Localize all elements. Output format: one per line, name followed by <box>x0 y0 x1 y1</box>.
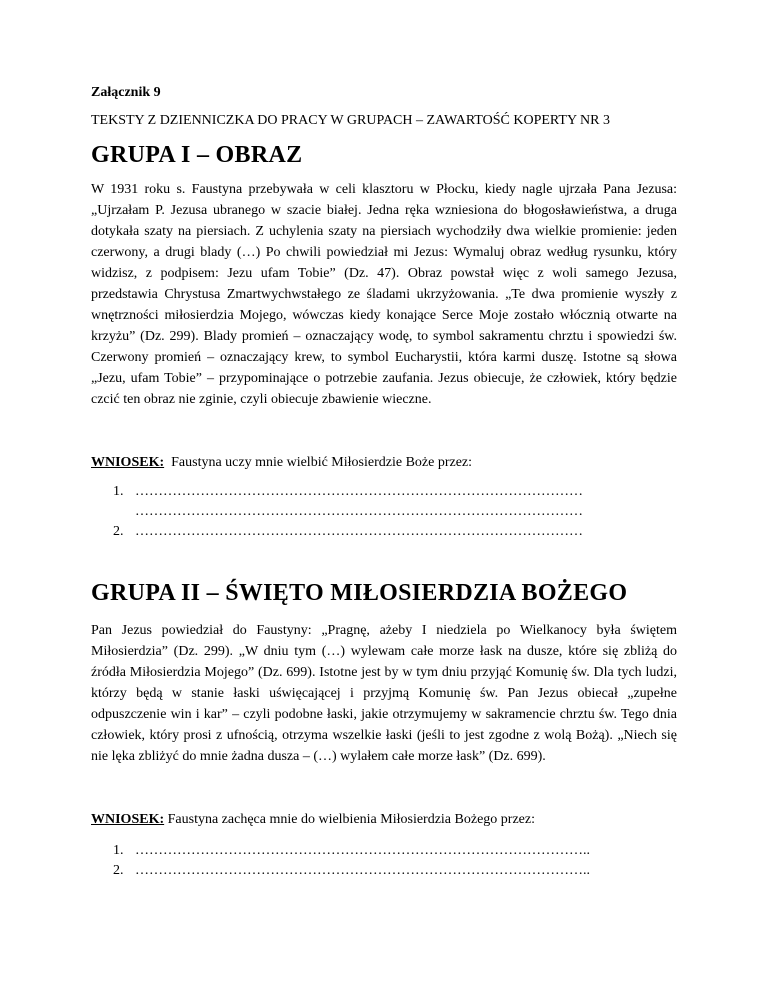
section-body-group-2: Pan Jezus powiedział do Faustyny: „Pragnę, ażeby I niedziela po Wielkanocy była świętem Miłosierdzia” (Dz. 299). „W dniu tym (…) wylewam całe morze łask na dusze, które się zbliżą do źródła Miłosierdzia Mojego” (Dz. 699). Istotne jest by w tym dniu przyjąć Komunię św. Dla tych ludzi, którzy będą w stanie łaski uświęcającej i przyjmą Komunię św. Pan Jezus obiecał „zupełne odpuszczenie win i kar” – czyli podobne łaski, jakie otrzymujemy w sakramencie chrztu św. Tego dnia człowiek, który prosi z ufnością, otrzyma wszelkie łaski (jeśli to jest zgodne z wolą Bożą). „Niech się nie lęka zbliżyć do mnie żadna dusza – (…) wylałem całe morze łask” (Dz. 699). <box>91 623 677 764</box>
answer-number: 2. <box>113 524 124 539</box>
conclusion-label: WNIOSEK: <box>91 455 165 470</box>
answer-line[interactable] <box>91 502 677 522</box>
answer-line[interactable] <box>91 861 677 881</box>
conclusion-group-1 <box>91 455 472 471</box>
answer-list-group-1 <box>91 482 677 542</box>
conclusion-group-2 <box>91 812 535 828</box>
answer-number: 1. <box>113 843 124 858</box>
conclusion-label: WNIOSEK: <box>91 812 165 827</box>
answer-line[interactable] <box>91 482 677 502</box>
document-subtitle: TEKSTY Z DZIENNICZKA DO PRACY W GRUPACH – ZAWARTOŚĆ KOPERTY NR 3 <box>91 113 610 128</box>
answer-dots: …………………………………………………………………………………….. <box>135 863 590 878</box>
answer-line[interactable] <box>91 522 677 542</box>
answer-dots: …………………………………………………………………………………… <box>135 524 583 539</box>
annex-label: Załącznik 9 <box>91 85 161 100</box>
answer-line[interactable] <box>91 841 677 861</box>
answer-dots: …………………………………………………………………………………….. <box>135 843 590 858</box>
answer-list-group-2 <box>91 841 677 881</box>
section-body-group-1: W 1931 roku s. Faustyna przebywała w celi klasztoru w Płocku, kiedy nagle ujrzała Pana Jezusa: „Ujrzałam P. Jezusa ubranego w szacie białej. Jedna ręka wzniesiona do błogosławieństwa, a druga dotykała szaty na piersiach. Z uchylenia szaty na piersiach wychodziły dwa wielkie promienie: jeden czerwony, a drugi blady (…) Po chwili powiedział mi Jezus: Wymaluj obraz według rysunku, który widzisz, z podpisem: Jezu ufam Tobie” (Dz. 47). Obraz powstał więc z woli samego Jezusa, przedstawia Chrystusa Zmartwychwstałego ze śladami ukrzyżowania. „Te dwa promienie wyszły z wnętrzności miłosierdzia Mojego, wówczas kiedy konające Serce Moje zostało włócznią otwarte na krzyżu” (Dz. 299). Blady promień – oznaczający wodę, to symbol sakramentu chrztu i spowiedzi św. Czerwony promień – oznaczający krew, to symbol Eucharystii, która karmi duszę. Istotne są słowa „Jezu, ufam Tobie” – przypominające o potrzebie zaufania. Jezus obiecuje, że człowiek, który będzie czcić ten obraz nie zginie, czyli obiecuje zbawienie wieczne. <box>91 182 677 407</box>
answer-dots: …………………………………………………………………………………… <box>135 484 583 499</box>
answer-dots: …………………………………………………………………………………… <box>135 504 583 519</box>
answer-number: 2. <box>113 863 124 878</box>
section-heading-group-1: GRUPA I – OBRAZ <box>91 142 303 168</box>
answer-number: 1. <box>113 484 124 499</box>
section-heading-group-2: GRUPA II – ŚWIĘTO MIŁOSIERDZIA BOŻEGO <box>91 580 628 606</box>
conclusion-text: Faustyna uczy mnie wielbić Miłosierdzie Boże przez: <box>164 455 473 470</box>
conclusion-text: Faustyna zachęca mnie do wielbienia Miłosierdzia Bożego przez: <box>164 812 535 827</box>
